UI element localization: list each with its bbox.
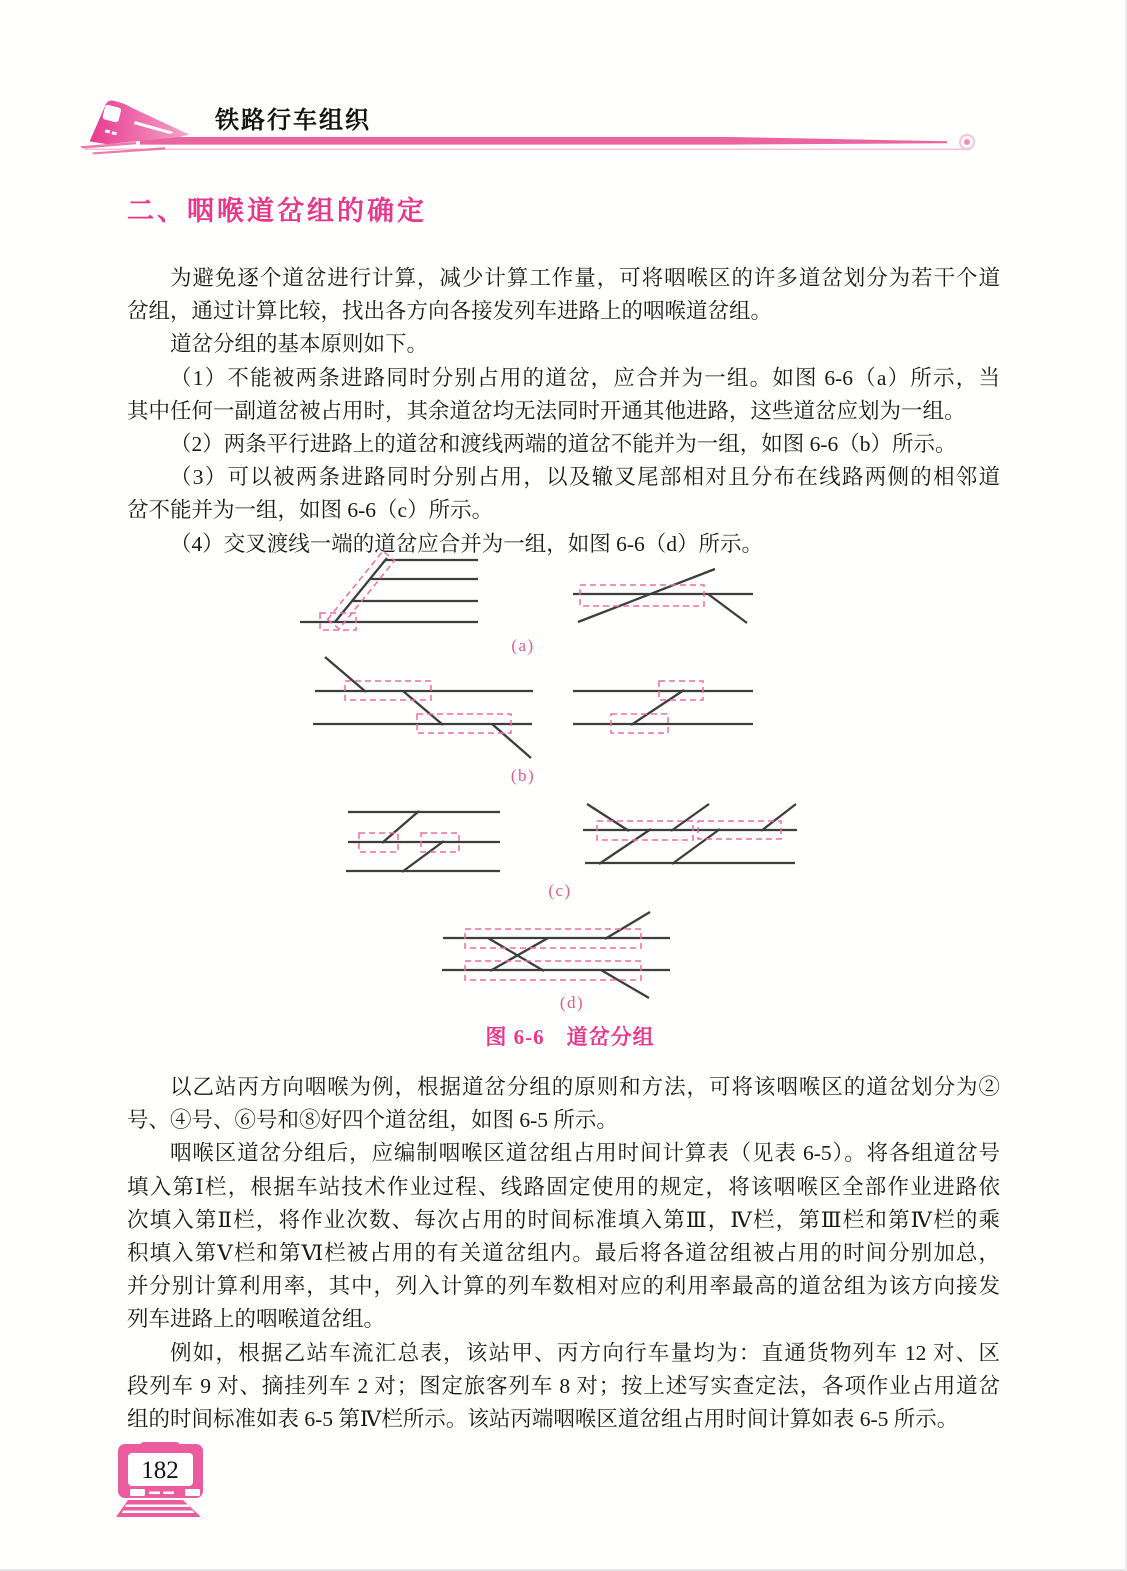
text-line: 填入第Ⅰ栏，根据车站技术作业过程、线路固定使用的规定，将该咽喉区全部作业进路依 <box>127 1174 1000 1199</box>
text-line: 并分别计算利用率，其中，列入计算的列车数相对应的利用率最高的道岔组为该方向接发 <box>127 1274 1000 1299</box>
diagram-c-left <box>346 811 500 872</box>
paragraph-2 <box>127 328 1000 361</box>
diagram-a-left <box>300 551 478 630</box>
diagram-b-left <box>313 657 533 758</box>
diagram-d <box>442 912 670 998</box>
section-heading: 二、咽喉道岔组的确定 <box>127 196 427 226</box>
train-skirt <box>116 1500 201 1517</box>
text-line: （3）可以被两条进路同时分别占用，以及辙叉尾部相对且分布在线路两侧的相邻道 <box>170 465 1000 490</box>
text-line: 组的时间标准如表 6-5 第Ⅳ栏所示。该站丙端咽喉区道岔组占用时间计算如表 6-5 所示。 <box>127 1407 959 1432</box>
figure-6-6-diagram <box>260 550 880 1020</box>
train-logo-icon <box>80 88 196 158</box>
figure-label-d: (d) <box>559 993 585 1012</box>
diagram-b-right <box>573 681 753 733</box>
text-line: 以乙站丙方向咽喉为例，根据道岔分组的原则和方法，可将该咽喉区的道岔划分为② <box>170 1075 1000 1099</box>
paragraph-5 <box>127 461 1000 527</box>
paragraph-4 <box>127 428 1000 461</box>
train-light-left <box>130 1489 145 1496</box>
figure-label-a: (a) <box>511 636 535 655</box>
diagram-c-right <box>583 804 797 864</box>
text-line: 段列车 9 对、摘挂列车 2 对；图定旅客列车 8 对；按上述写实查定法，各项作业占用道岔 <box>127 1373 1000 1398</box>
text-line: 岔不能并为一组，如图 6-6（c）所示。 <box>127 498 494 523</box>
text-line: 道岔分组的基本原则如下。 <box>170 332 429 357</box>
train-skirt-stripe <box>122 1511 195 1514</box>
train-skirt-stripe <box>125 1505 190 1508</box>
text-line: 为避免逐个道岔进行计算，减少计算工作量，可将咽喉区的许多道岔划分为若干个道 <box>170 266 1000 290</box>
text-line: 岔组，通过计算比较，找出各方向各接发列车进路上的咽喉道岔组。 <box>127 299 773 324</box>
body-text-before-figure <box>127 262 1000 561</box>
figure-label-b: (b) <box>510 766 536 785</box>
text-line: （1）不能被两条进路同时分别占用的道岔，应合并为一组。如图 6-6（a）所示，当 <box>170 365 1000 390</box>
train-light-right <box>185 1489 200 1496</box>
header-ring-dot <box>964 139 970 145</box>
header-thin-rule <box>85 149 971 150</box>
figure-label-c: (c) <box>548 881 572 900</box>
header-thick-rule <box>140 137 947 145</box>
text-line: 例如，根据乙站车流汇总表，该站甲、丙方向行车量均为：直通货物列车 12 对、区 <box>170 1340 1000 1365</box>
book-title: 铁路行车组织 <box>215 107 371 134</box>
text-line: （2）两条平行进路上的道岔和渡线两端的道岔不能并为一组，如图 6-6（b）所示。 <box>170 432 957 457</box>
paragraph-9 <box>127 1337 1000 1437</box>
train-grille-dash <box>149 1492 160 1495</box>
figure-caption: 图 6-6 道岔分组 <box>485 1025 655 1049</box>
text-line: 咽喉区道岔分组后，应编制咽喉区道岔组占用时间计算表（见表 6-5）。将各组道岔号 <box>170 1141 1000 1166</box>
text-line: 次填入第Ⅱ栏，将作业次数、每次占用的时间标准填入第Ⅲ，Ⅳ栏，第Ⅲ栏和第Ⅳ栏的乘 <box>127 1207 1000 1232</box>
paragraph-3 <box>127 362 1000 428</box>
text-line: 列车进路上的咽喉道岔组。 <box>127 1307 386 1332</box>
page-number: 182 <box>141 1457 179 1484</box>
body-text-after-figure <box>127 1071 1000 1436</box>
diagram-a-right <box>573 569 753 623</box>
train-grille-dash <box>163 1492 174 1495</box>
page-number-train-icon <box>112 1442 208 1522</box>
text-line: 积填入第Ⅴ栏和第Ⅵ栏被占用的有关道岔组内。最后将各道岔组被占用的时间分别加总， <box>127 1241 1000 1266</box>
speed-line <box>92 147 165 154</box>
paragraph-8 <box>127 1137 1000 1336</box>
text-line: （4）交叉渡线一端的道岔应合并为一组，如图 6-6（d）所示。 <box>170 531 764 556</box>
text-line: 号、④号、⑥号和⑧好四个道岔组，如图 6-5 所示。 <box>127 1108 618 1133</box>
paragraph-7 <box>127 1071 1000 1137</box>
paragraph-1 <box>127 262 1000 328</box>
text-line: 其中任何一副道岔被占用时，其余道岔均无法同时开通其他进路，这些道岔应划为一组。 <box>127 398 966 423</box>
